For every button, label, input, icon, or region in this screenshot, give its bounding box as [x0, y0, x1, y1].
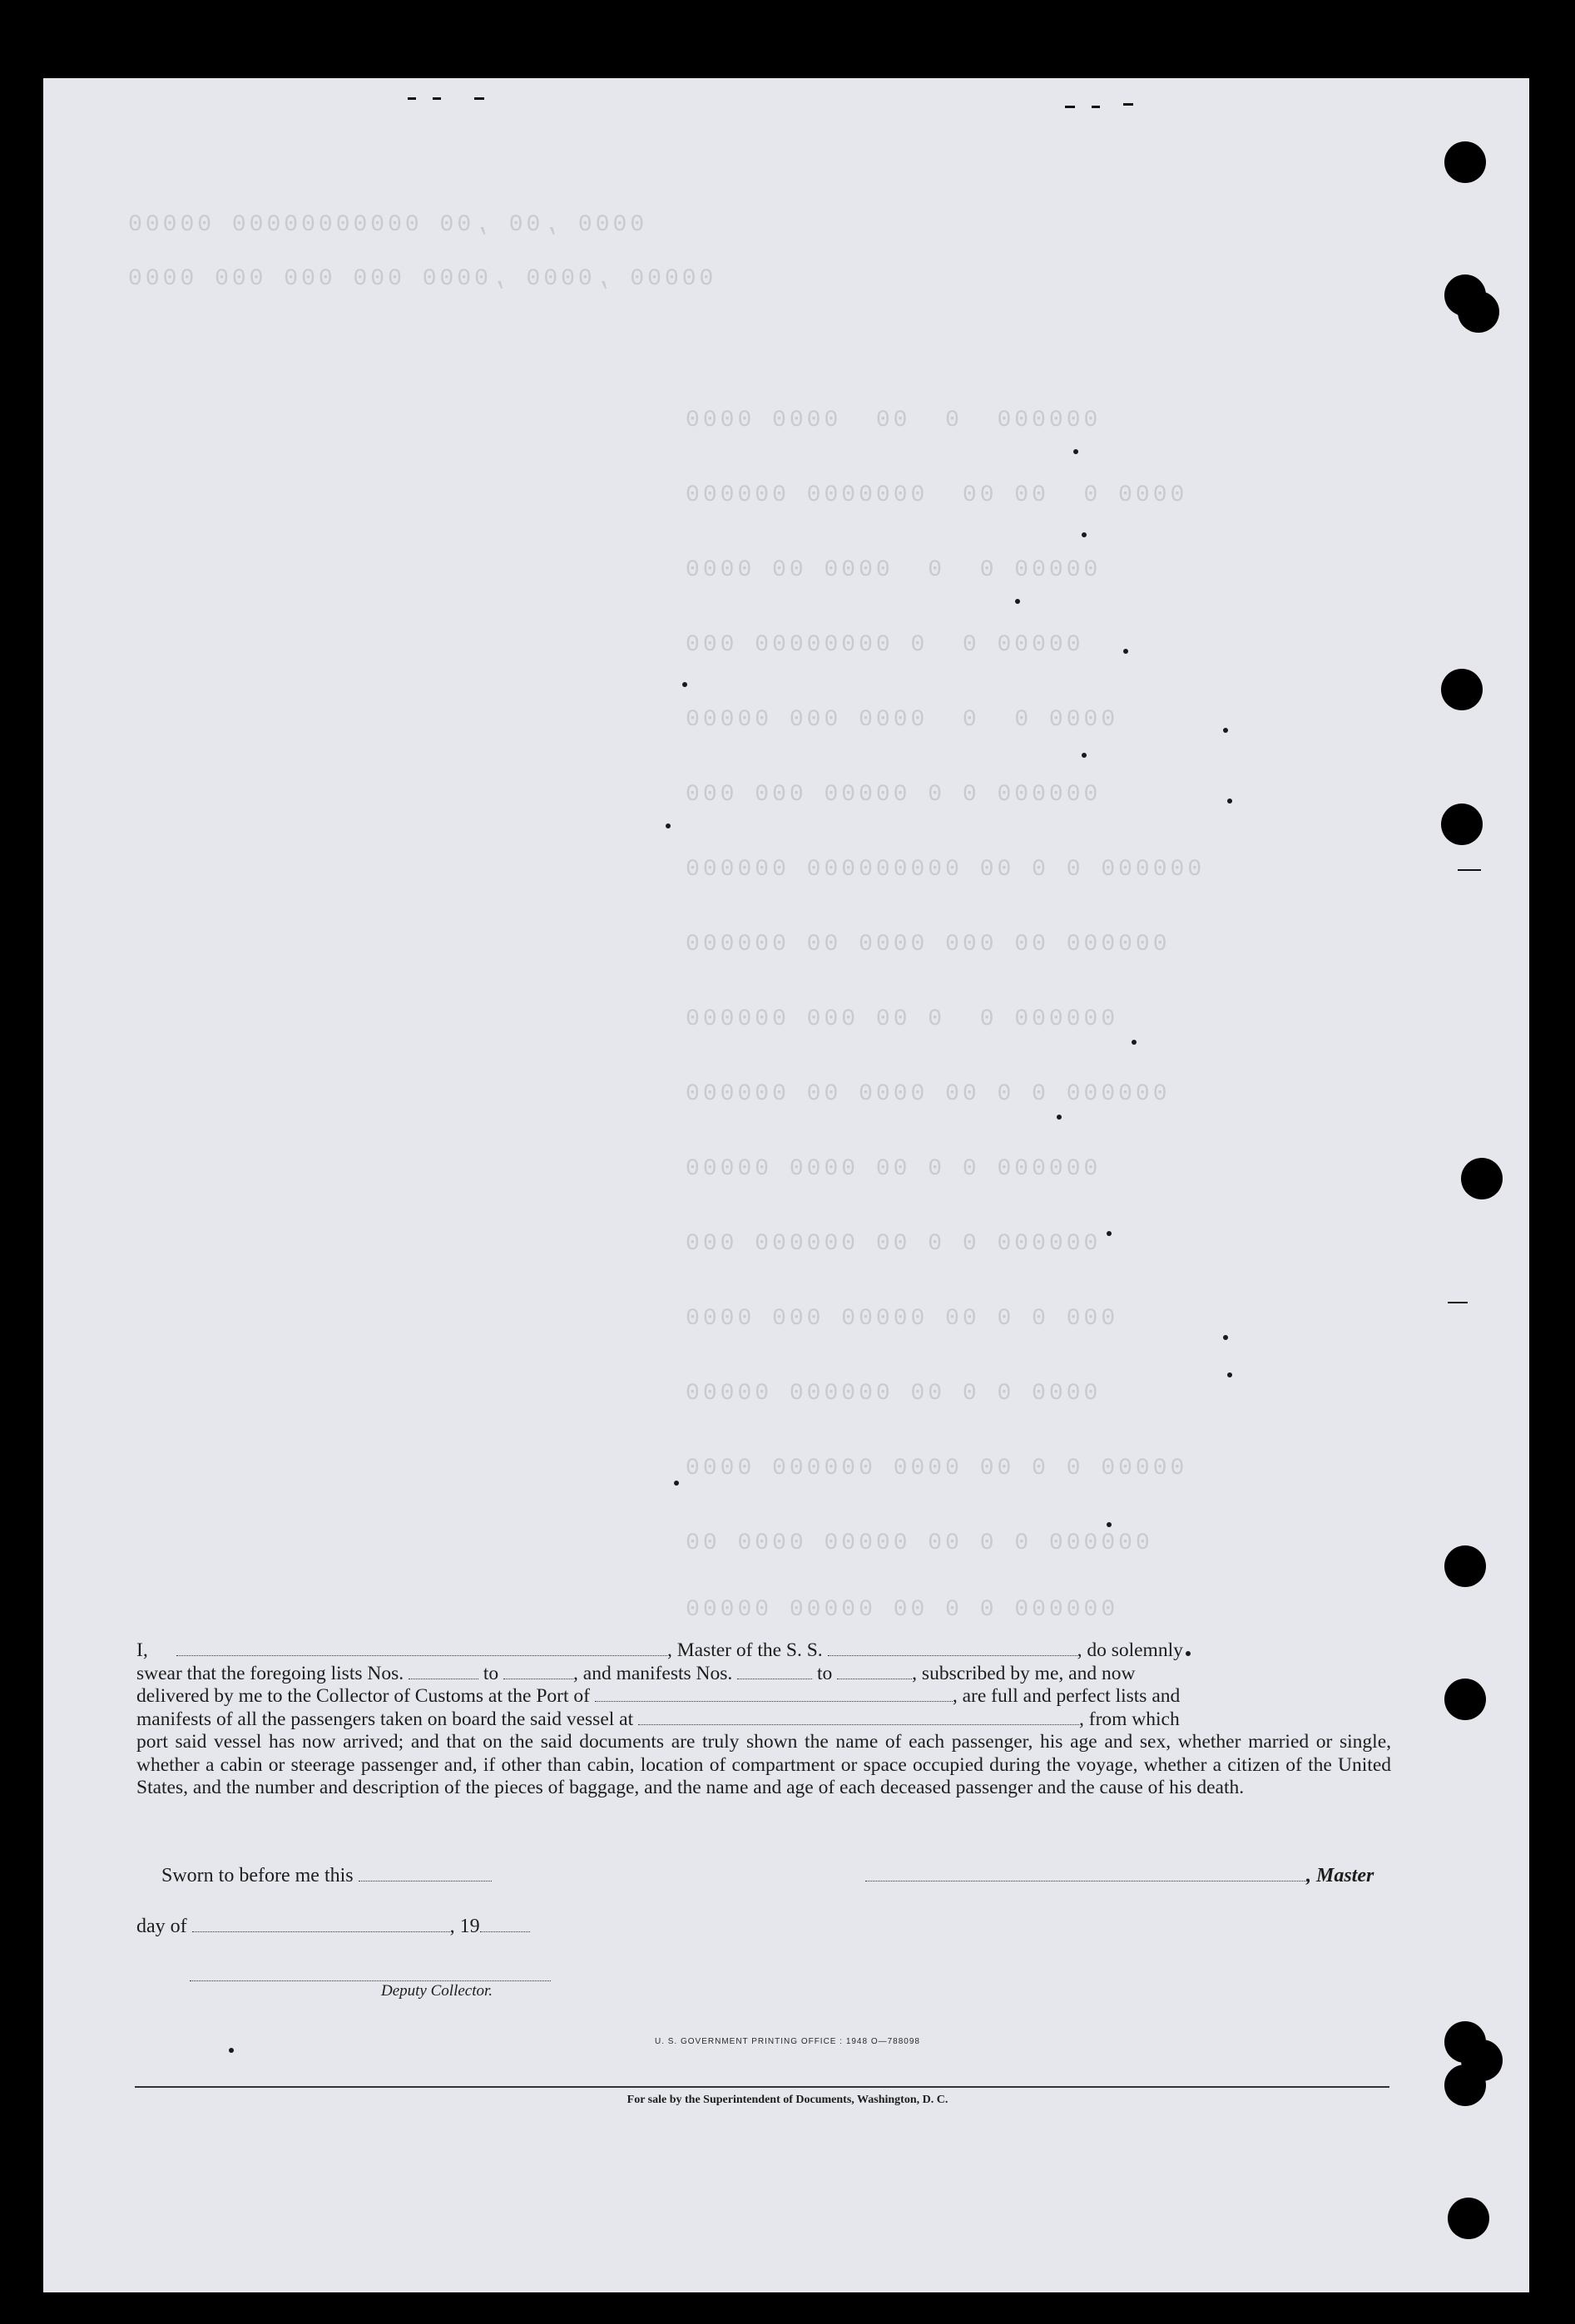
speck [1223, 728, 1228, 733]
edge-mark [1123, 103, 1133, 106]
bleed-through-text: 000000 00 000 0000 00 000000 [682, 932, 1167, 957]
speck [1107, 1231, 1112, 1236]
oath-from-which: , from which [1079, 1708, 1180, 1730]
punch-hole [1448, 2198, 1489, 2239]
speck [1073, 449, 1078, 454]
edge-mark [474, 97, 484, 100]
bleed-through-text: 000000 0 0 00 0000 00000 [682, 1156, 1098, 1182]
bleed-through-text: 00000 ,0000 ,0000 000 000 000 0000 [125, 266, 714, 292]
bleed-through-text: 000000 0 0 00 000000000 000000 [682, 857, 1202, 883]
bleed-through-text: 00000 0 0 0000 00 0000 [682, 557, 1098, 583]
footer-rule [135, 2086, 1389, 2088]
edge-mark [1092, 106, 1100, 108]
deputy-signature-line[interactable] [190, 1980, 551, 1981]
oath-statement [136, 1639, 1391, 1800]
edge-mark [1448, 1302, 1468, 1303]
master-name-field[interactable] [176, 1640, 667, 1656]
speck [666, 823, 671, 828]
speck [1082, 532, 1087, 537]
bleed-through-text: 000000 0 0 00 00000 00000 [682, 1597, 1116, 1623]
oath-body: port said vessel has now arrived; and that on the said documents are truly shown the name of each passenger, his age and sex, whether married or single, whether a cabin or steerage passenger and, if other than cabin, location of compartment or space occupied during the voyage, whether a citizen of the United States, and the number and description of the pieces of baggage, and the name and age of each deceased passenger and the cause of his death. [136, 1731, 1391, 1798]
speck [1082, 753, 1087, 758]
oath-i: I, [136, 1639, 148, 1661]
speck [1227, 1372, 1232, 1377]
punch-hole [1458, 291, 1499, 333]
year-prefix: , 19 [449, 1916, 480, 1937]
speck [674, 1481, 679, 1486]
punch-hole [1444, 1679, 1486, 1720]
punch-hole [1444, 1545, 1486, 1587]
speck [1223, 1335, 1228, 1340]
speck [1107, 1522, 1112, 1527]
day-field[interactable] [192, 1916, 450, 1932]
oath-swear: swear that the foregoing lists Nos. [136, 1662, 404, 1684]
day-of-label: day of [136, 1916, 187, 1937]
bleed-through-text: 0000 0 0 00 000000 00000 [682, 1381, 1098, 1407]
speck [229, 2048, 234, 2053]
speck [1123, 649, 1128, 654]
master-signature-field[interactable] [865, 1866, 1306, 1881]
list-to-field[interactable] [503, 1664, 573, 1679]
bleed-through-text: 0000 0 00 00 0000000 000000 [682, 482, 1185, 508]
bleed-through-text: 000000 0 0 00 000 000000 [682, 1006, 1116, 1032]
speck [1015, 599, 1020, 604]
oath-manifests: , and manifests Nos. [573, 1662, 733, 1684]
edge-mark [408, 97, 416, 100]
punch-hole [1441, 804, 1483, 845]
oath-delivered: delivered by me to the Collector of Customs at the Port of [136, 1685, 590, 1707]
departure-port-field[interactable] [638, 1709, 1079, 1725]
oath-manifests-all: manifests of all the passengers taken on board the said vessel at [136, 1708, 634, 1730]
sworn-label: Sworn to before me this [161, 1865, 354, 1886]
bleed-through-text: 000000 0 0 00 00000 0000 00 [682, 1530, 1150, 1556]
oath-to-1: to [483, 1662, 499, 1684]
bleed-through-text: 0000 0 0 0000 000 00000 [682, 707, 1116, 733]
speck [1057, 1115, 1062, 1120]
edge-mark [1065, 106, 1075, 108]
bleed-through-text: 00000 0 0 00000000 000 [682, 632, 1081, 658]
bleed-through-text: 000000 0 0 00 000000 000 [682, 1231, 1098, 1257]
oath-master-of: , Master of the S. S. [667, 1639, 823, 1661]
bleed-through-text: 000000 0 0 00000 000 000 [682, 782, 1098, 808]
oath-subscribed: , subscribed by me, and now [912, 1662, 1136, 1684]
year-field[interactable] [480, 1916, 530, 1932]
speck [1132, 1040, 1137, 1045]
port-field[interactable] [595, 1686, 953, 1702]
master-label: , Master [1306, 1865, 1374, 1886]
bleed-through-text: 000000 0 00 0000 0000 [682, 408, 1098, 433]
punch-hole [1441, 669, 1483, 710]
bleed-through-text: 000 0 0 00 00000 000 0000 [682, 1306, 1116, 1332]
printing-office-imprint: U. S. GOVERNMENT PRINTING OFFICE : 1948 O—788098 [654, 2037, 920, 2046]
master-signature-row [865, 1865, 1374, 1887]
sworn-row [161, 1865, 492, 1887]
manifest-to-field[interactable] [837, 1664, 912, 1679]
bleed-through-text: 00000 0 0 00 0000 000000 0000 [682, 1456, 1185, 1481]
bleed-through-text: 0000 ,00 ,00 00000000000 00000 [125, 212, 645, 238]
edge-mark [1458, 869, 1481, 871]
oath-to-2: to [817, 1662, 833, 1684]
oath-full-lists: , are full and perfect lists and [952, 1685, 1181, 1707]
sworn-date-field[interactable] [359, 1866, 492, 1881]
punch-hole [1444, 141, 1486, 183]
manifest-from-field[interactable] [737, 1664, 812, 1679]
list-from-field[interactable] [409, 1664, 478, 1679]
vessel-name-field[interactable] [828, 1640, 1077, 1656]
punch-hole [1461, 1158, 1503, 1199]
speck [682, 682, 687, 687]
deputy-collector-label: Deputy Collector. [381, 1982, 493, 2000]
bleed-through-text: 000000 0 0 00 0000 00 000000 [682, 1081, 1167, 1107]
speck [1227, 799, 1232, 804]
edge-mark [433, 97, 441, 100]
oath-solemnly: , do solemnly [1077, 1639, 1183, 1661]
day-row [136, 1916, 530, 1938]
sale-notice: For sale by the Superintendent of Documents, Washington, D. C. [627, 2094, 948, 2106]
